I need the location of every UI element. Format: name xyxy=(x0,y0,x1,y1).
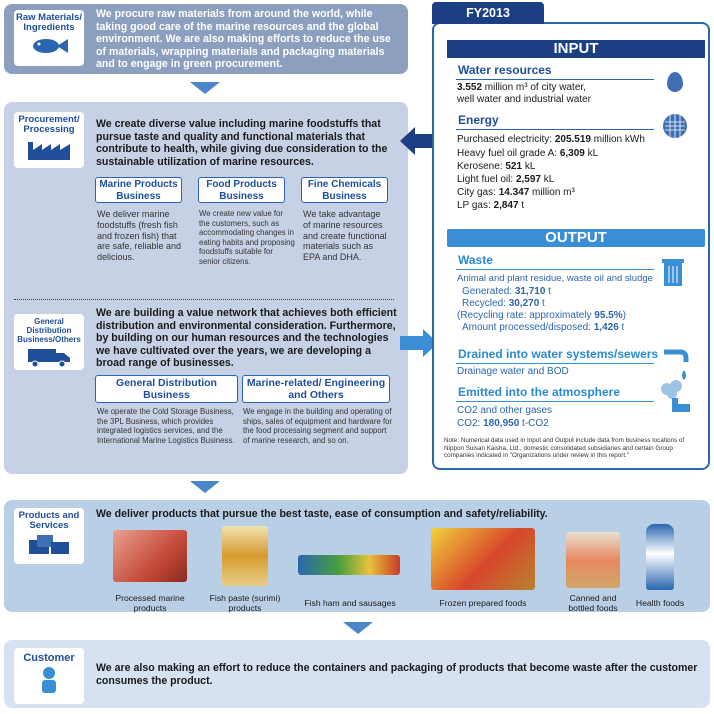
energy-lp-gas-value: 2,847 xyxy=(493,200,519,211)
waste-recycling-rate xyxy=(457,310,626,323)
general-distribution-box xyxy=(95,375,238,403)
fine-chemicals-desc: We take advantage of marine resources and create functional materials such as EPA and DHA. xyxy=(303,209,387,263)
fish-paste-image xyxy=(222,526,268,586)
energy-city-gas-label: City gas: xyxy=(457,187,499,198)
procurement-icon-box xyxy=(14,112,84,168)
water-drop-icon xyxy=(667,72,683,92)
emit-co2-label: CO2: xyxy=(457,418,484,429)
energy-electricity xyxy=(457,134,645,147)
waste-generated-value: 31,710 xyxy=(514,286,546,297)
faucet-icon xyxy=(662,346,690,384)
energy-kerosene-label: Kerosene: xyxy=(457,161,506,172)
down-arrow-3 xyxy=(343,622,373,634)
waste-recycling-rate-unit: ) xyxy=(622,310,626,321)
power-plant-icon xyxy=(660,112,690,140)
waste-generated-unit: t xyxy=(545,286,551,297)
distribution-icon-box xyxy=(14,314,84,370)
water-line-1-rest: million m³ of city water, xyxy=(482,82,586,93)
water-title: Water resources xyxy=(458,63,552,77)
waste-generated xyxy=(462,286,551,299)
distribution-title: General Distribution Business/Others xyxy=(17,317,81,344)
energy-heavy-oil-unit: kL xyxy=(584,148,599,159)
raw-materials-icon-box xyxy=(14,10,84,66)
energy-electricity-unit: million kWh xyxy=(590,134,645,145)
energy-city-gas-value: 14.347 xyxy=(498,187,530,198)
energy-city-gas-unit: million m³ xyxy=(529,187,575,198)
drain-rule xyxy=(456,363,654,364)
products-icon xyxy=(27,534,71,554)
marine-related-box xyxy=(242,375,390,403)
factory-icon xyxy=(26,138,72,160)
energy-light-oil-value: 2,597 xyxy=(515,174,541,185)
raw-materials-text: We procure raw materials from around the world, while taking good care of the marine resources and the global environment. We are also making efforts to reduce the use of materials, wrapping materials and packaging materials and to engage in green procurement. xyxy=(96,8,391,71)
waste-generated-label: Generated: xyxy=(462,286,515,297)
products-title: Products and Services xyxy=(18,510,80,531)
energy-light-oil-label: Light fuel oil: xyxy=(457,174,516,185)
energy-heavy-oil-label: Heavy fuel oil grade A: xyxy=(457,148,560,159)
waste-recycled xyxy=(462,298,545,311)
emit-co2 xyxy=(457,418,549,431)
water-value: 3.552 xyxy=(457,82,483,93)
waste-recycled-value: 30,270 xyxy=(508,298,540,309)
energy-kerosene xyxy=(457,161,535,174)
customer-title: Customer xyxy=(23,652,75,664)
note-text: Numerical data used in Input and Output include data from business locations of Nippon Suisan Kaisha, Ltd., domestic consolidated subsidiaries and certain Group companies indicated in "Organizations under review in this report." xyxy=(444,437,685,459)
marine-products-desc: We deliver marine foodstuffs (fresh fish and frozen fish) that are safe, reliable and delicious. xyxy=(97,209,182,263)
customer-icon-box xyxy=(14,648,84,704)
canned-foods-caption: Canned and bottled foods xyxy=(568,593,618,613)
customer-text: We are also making an effort to reduce the containers and packaging of products that become waste after the customer consumes the product. xyxy=(96,662,698,687)
energy-lp-gas-unit: t xyxy=(518,200,525,211)
energy-lp-gas-label: LP gas: xyxy=(457,200,494,211)
waste-rule xyxy=(456,269,654,270)
canned-foods-image xyxy=(566,532,620,588)
marine-related-name: Marine-related/ Engineering and Others xyxy=(246,377,386,401)
emit-title: Emitted into the atmosphere xyxy=(458,385,621,399)
energy-rule xyxy=(456,129,654,130)
raw-materials-title: Raw Materials/ Ingredients xyxy=(16,12,82,33)
procurement-title: Procurement/ Processing xyxy=(18,114,80,135)
input-header: INPUT xyxy=(447,40,705,58)
fish-icon xyxy=(29,37,69,55)
marine-products-box xyxy=(95,177,182,203)
energy-kerosene-unit: kL xyxy=(522,161,536,172)
truck-icon xyxy=(26,347,72,367)
procurement-text: We create diverse value including marine foodstuffs that pursue taste and quality and functional materials that contribute to health, while giving due consideration to the sustainable utilization of marine resources. xyxy=(96,118,388,168)
waste-recycling-rate-value: 95.5% xyxy=(594,310,623,321)
emit-co2-unit: t-CO2 xyxy=(519,418,549,429)
water-line-2: well water and industrial water xyxy=(457,94,591,105)
waste-recycling-rate-label: (Recycling rate: approximately xyxy=(457,310,595,321)
water-rule xyxy=(456,79,654,80)
waste-title: Waste xyxy=(458,253,493,267)
water-line-1 xyxy=(457,82,586,95)
energy-heavy-oil xyxy=(457,148,598,161)
waste-processed-label: Amount processed/disposed: xyxy=(462,322,594,333)
emit-line-1: CO2 and other gases xyxy=(457,405,553,416)
marine-related-desc: We engage in the building and operating of ships, sales of equipment and hardware for the food processing segment and support of marine research, and so on. xyxy=(243,407,393,445)
energy-lp-gas xyxy=(457,200,524,213)
person-icon xyxy=(37,666,61,694)
fish-ham-caption: Fish ham and sausages xyxy=(304,598,396,608)
products-text: We deliver products that pursue the best taste, ease of consumption and safety/reliability. xyxy=(96,508,548,520)
distribution-text: We are building a value network that achieves both efficient distribution and environmental consideration. Furthermore, by building on our human resources and the technologies we have cultivated over the years, we are developing a broad range of businesses. xyxy=(96,307,397,370)
waste-processed-unit: t xyxy=(618,322,625,333)
note-label: Note: xyxy=(444,437,460,444)
marine-products-name: Marine Products Business xyxy=(99,179,178,202)
energy-title: Energy xyxy=(458,113,499,127)
fish-ham-image xyxy=(298,555,400,575)
energy-light-oil xyxy=(457,174,554,187)
general-distribution-desc: We operate the Cold Storage Business, the 3PL Business, which provides integrated logistics services, and the International Marine Logistics Business. xyxy=(97,407,235,445)
waste-processed xyxy=(462,322,624,335)
fy-tab: FY2013 xyxy=(432,2,544,24)
section-divider xyxy=(14,299,394,300)
waste-recycled-label: Recycled: xyxy=(462,298,509,309)
waste-recycled-unit: t xyxy=(539,298,545,309)
general-distribution-name: General Distribution Business xyxy=(116,377,217,401)
fine-chemicals-box xyxy=(301,177,388,203)
waste-subtitle: Animal and plant residue, waste oil and sludge xyxy=(457,273,653,284)
health-foods-image xyxy=(646,524,674,590)
energy-heavy-oil-value: 6,309 xyxy=(559,148,585,159)
food-products-name: Food Products Business xyxy=(206,179,277,202)
frozen-foods-caption: Frozen prepared foods xyxy=(439,598,527,608)
drain-title: Drained into water systems/sewers xyxy=(458,347,659,361)
energy-electricity-label: Purchased electricity: xyxy=(457,134,555,145)
energy-electricity-value: 205.519 xyxy=(554,134,591,145)
processed-marine-image xyxy=(113,530,187,582)
energy-kerosene-value: 521 xyxy=(505,161,523,172)
down-arrow-2 xyxy=(190,481,220,493)
note xyxy=(444,437,704,460)
food-products-desc: We create new value for the customers, such as accommodating changes in eating habits and proposing foodstuffs suitable for senior citizens. xyxy=(199,209,295,266)
frozen-foods-image xyxy=(431,528,535,590)
products-icon-box xyxy=(14,508,84,564)
down-arrow-1 xyxy=(190,82,220,94)
food-products-box xyxy=(198,177,285,203)
waste-bin-icon xyxy=(660,256,686,288)
waste-processed-value: 1,426 xyxy=(593,322,619,333)
drain-text: Drainage water and BOD xyxy=(457,366,569,377)
fish-paste-caption: Fish paste (surimi) products xyxy=(209,593,281,613)
energy-city-gas xyxy=(457,187,575,200)
energy-light-oil-unit: kL xyxy=(540,174,555,185)
health-foods-caption: Health foods xyxy=(635,598,685,608)
emit-co2-value: 180,950 xyxy=(483,418,520,429)
output-header: OUTPUT xyxy=(447,229,705,247)
smoke-icon xyxy=(658,380,692,416)
fine-chemicals-name: Fine Chemicals Business xyxy=(307,179,382,202)
processed-marine-caption: Processed marine products xyxy=(115,593,185,613)
emit-rule xyxy=(456,401,654,402)
